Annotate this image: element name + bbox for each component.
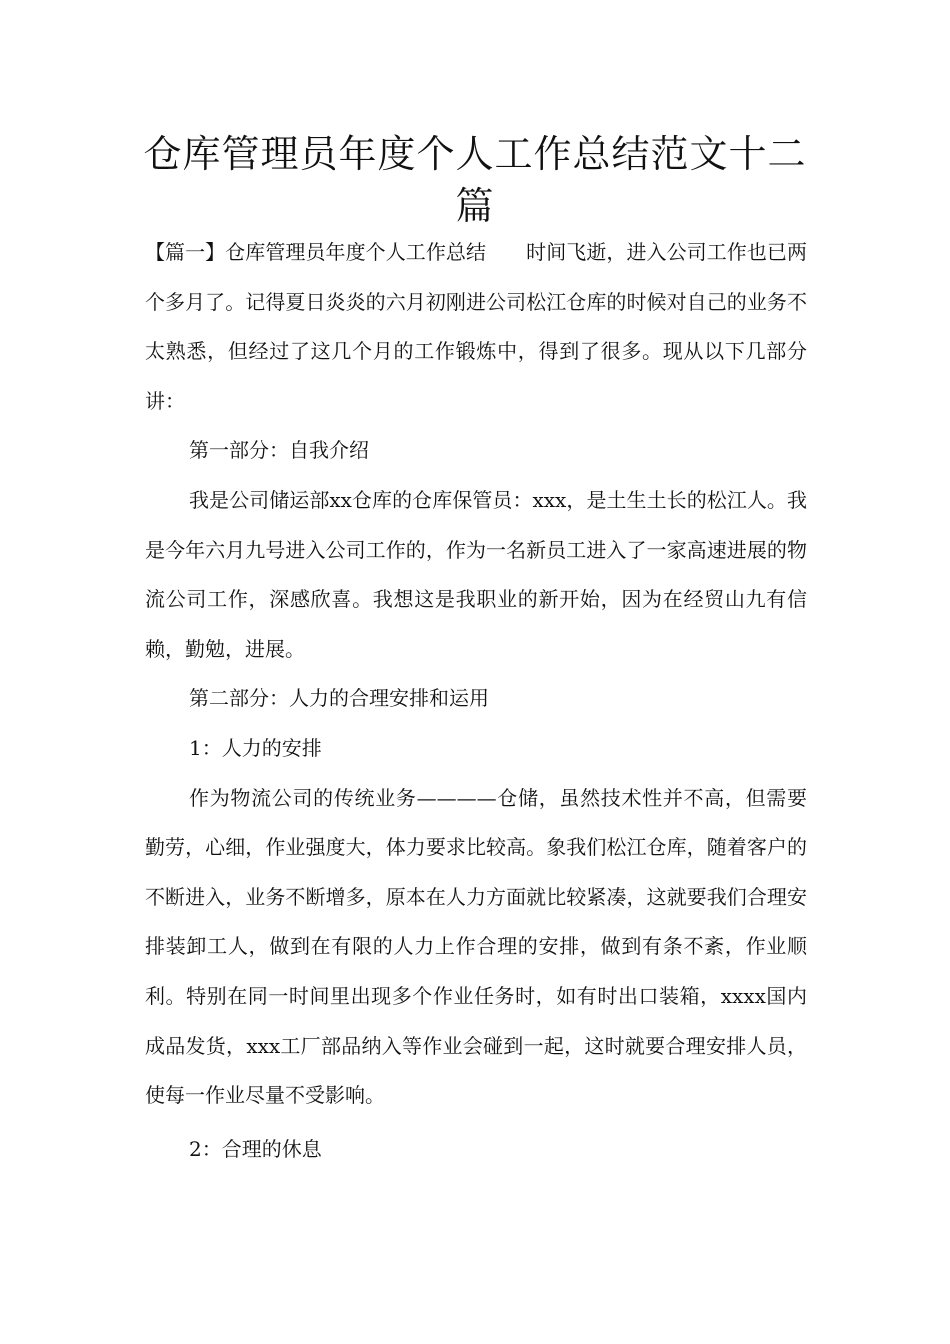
paragraph-intro: 【篇一】仓库管理员年度个人工作总结 时间飞逝，进入公司工作也已两个多月了。记得夏日炎炎的六月初刚进公司松江仓库的时候对自己的业务不太熟悉，但经过了这几个月的工作锻炼中，得到了很多。现从以下几部分讲： <box>145 240 807 413</box>
paragraph-manpower-arrangement: 作为物流公司的传统业务————仓储，虽然技术性并不高，但需要勤劳，心细，作业强度大，体力要求比较高。象我们松江仓库，随着客户的不断进入，业务不断增多，原本在人力方面就比较紧凑，这就要我们合理安排装卸工人，做到在有限的人力上作合理的安排，做到有条不紊，作业顺利。特别在同一时间里出现多个作业任务时，如有时出口装箱，xxxx国内成品发货，xxx工厂部品纳入等作业会碰到一起，这时就要合理安排人员，使每一作业尽量不受影响。 <box>145 785 807 1108</box>
paragraph-self-intro: 我是公司储运部xx仓库的仓库保管员：xxx，是土生土长的松江人。我是今年六月九号进入公司工作的，作为一名新员工进入了一家高速进展的物流公司工作，深感欣喜。我想这是我职业的新开始，因为在经贸山九有信赖，勤勉，进展。 <box>145 487 807 661</box>
document-title: 仓库管理员年度个人工作总结范文十二篇 <box>143 132 807 228</box>
document-body <box>145 228 807 1174</box>
section-heading-self-intro: 第一部分：自我介绍 <box>189 438 369 463</box>
subheading-reasonable-rest: 2：合理的休息 <box>189 1136 322 1161</box>
section-heading-manpower: 第二部分：人力的合理安排和运用 <box>189 686 489 711</box>
subheading-manpower-arrangement: 1：人力的安排 <box>189 735 322 760</box>
